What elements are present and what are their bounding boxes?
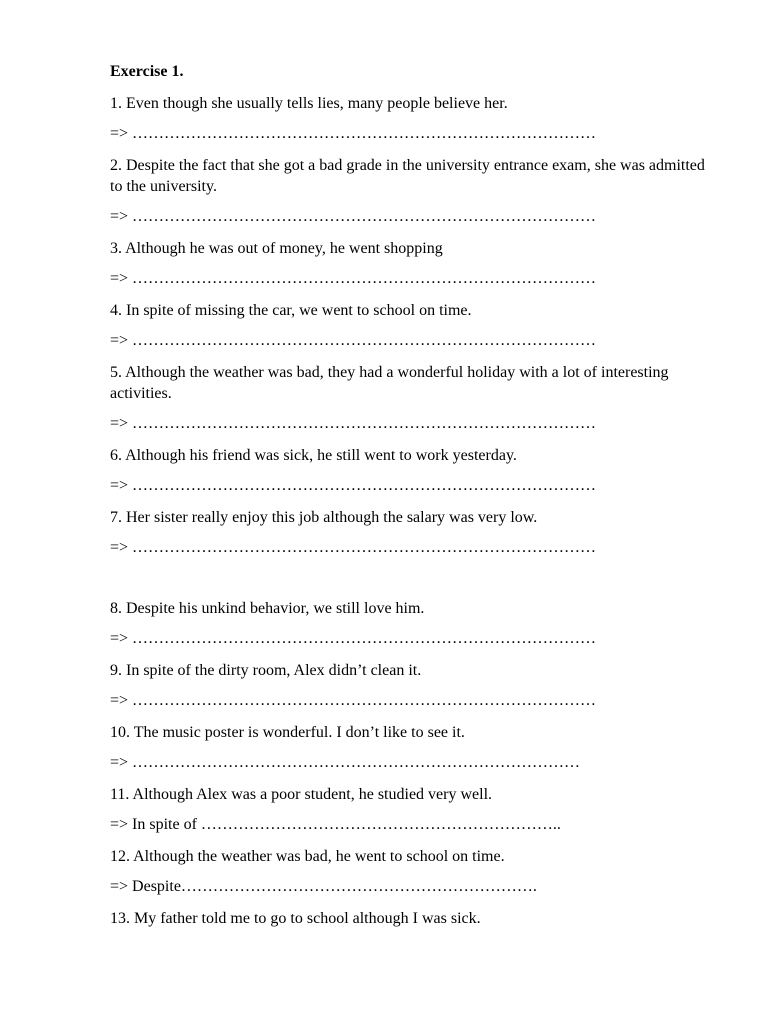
question-4: 4. In spite of missing the car, we went to school on time. (110, 302, 472, 319)
answer-line-11: => In spite of ………………………………………………………….. (110, 816, 561, 833)
answer-line-4: => …………………………………………………………………………… (110, 332, 597, 349)
answer-line-9: => …………………………………………………………………………… (110, 692, 597, 709)
answer-line-5: => …………………………………………………………………………… (110, 415, 597, 432)
exercise-title: Exercise 1. (110, 63, 184, 80)
question-1: 1. Even though she usually tells lies, many people believe her. (110, 95, 508, 112)
question-10: 10. The music poster is wonderful. I don’t like to see it. (110, 724, 465, 741)
question-5: 5. Although the weather was bad, they had a wonderful holiday with a lot of interesting activities. (110, 364, 669, 402)
question-11: 11. Although Alex was a poor student, he studied very well. (110, 786, 493, 803)
answer-line-12: => Despite…………………………………………………………. (110, 878, 537, 895)
answer-line-1: => …………………………………………………………………………… (110, 125, 597, 142)
question-7: 7. Her sister really enjoy this job although the salary was very low. (110, 509, 538, 526)
question-12: 12. Although the weather was bad, he went to school on time. (110, 848, 505, 865)
question-13: 13. My father told me to go to school although I was sick. (110, 910, 481, 927)
answer-line-6: => …………………………………………………………………………… (110, 477, 597, 494)
answer-line-3: => …………………………………………………………………………… (110, 270, 597, 287)
worksheet-page (110, 62, 710, 939)
answer-line-7: => …………………………………………………………………………… (110, 539, 597, 556)
question-2: 2. Despite the fact that she got a bad grade in the university entrance exam, she was admitted to the university. (110, 157, 705, 195)
question-3: 3. Although he was out of money, he went shopping (110, 240, 443, 257)
answer-line-10: => ………………………………………………………………………… (110, 754, 581, 771)
answer-line-8: => …………………………………………………………………………… (110, 630, 597, 647)
spacer (110, 569, 710, 598)
answer-line-2: => …………………………………………………………………………… (110, 208, 597, 225)
question-9: 9. In spite of the dirty room, Alex didn’t clean it. (110, 662, 422, 679)
question-8: 8. Despite his unkind behavior, we still love him. (110, 600, 425, 617)
question-6: 6. Although his friend was sick, he still went to work yesterday. (110, 447, 517, 464)
